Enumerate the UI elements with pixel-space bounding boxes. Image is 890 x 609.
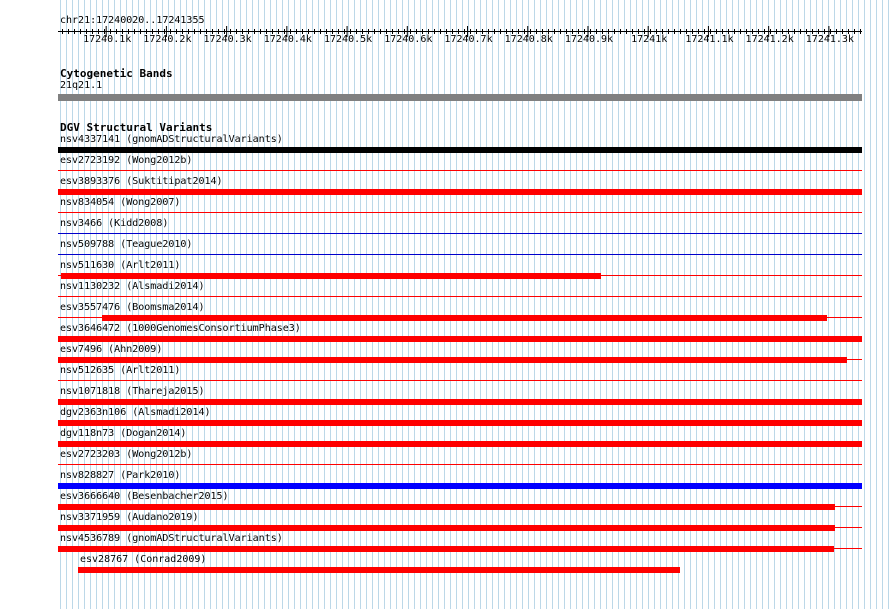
locus-label: chr21:17240020..17241355 [60, 15, 205, 26]
variant-label[interactable]: esv3646472 (1000GenomesConsortiumPhase3) [60, 323, 301, 334]
variant-label[interactable]: esv2723192 (Wong2012b) [60, 155, 193, 166]
variant-row-line [58, 212, 862, 213]
variant-bar[interactable] [61, 273, 601, 279]
ruler-tick-label: 17240.3k [203, 34, 252, 45]
variant-label[interactable]: dgv118n73 (Dogan2014) [60, 428, 187, 439]
variant-bar[interactable] [58, 189, 862, 195]
variant-label[interactable]: esv3666640 (Besenbacher2015) [60, 491, 229, 502]
variant-row-line [58, 380, 862, 381]
ruler-tick-label: 17240.4k [263, 34, 312, 45]
ruler-tick-label: 17240.7k [444, 34, 493, 45]
cytoband-track-title: Cytogenetic Bands [60, 67, 173, 80]
ruler-tick-label: 17241k [631, 34, 668, 45]
ruler-tick-label: 17240.5k [323, 34, 373, 45]
ruler-tick-label: 17240.6k [384, 34, 433, 45]
variant-row-line [58, 170, 862, 171]
variant-label[interactable]: esv3557476 (Boomsma2014) [60, 302, 205, 313]
variant-bar[interactable] [58, 357, 847, 363]
variant-bar[interactable] [58, 483, 862, 489]
variant-row-line [58, 254, 862, 255]
variant-bar[interactable] [58, 525, 835, 531]
ruler-tick-label: 17241.3k [805, 34, 854, 45]
ruler-tick-label: 17240.8k [504, 34, 553, 45]
variant-bar[interactable] [58, 399, 862, 405]
variant-label[interactable]: nsv1130232 (Alsmadi2014) [60, 281, 205, 292]
variant-bar[interactable] [78, 567, 680, 573]
variant-label[interactable]: nsv512635 (Arlt2011) [60, 365, 181, 376]
variant-bar[interactable] [58, 336, 862, 342]
dgv-track-title: DGV Structural Variants [60, 121, 213, 134]
variant-label[interactable]: nsv4536789 (gnomADStructuralVariants) [60, 533, 283, 544]
variant-label[interactable]: nsv509788 (Teague2010) [60, 239, 193, 250]
cytoband-label[interactable]: 21q21.1 [60, 80, 103, 91]
variant-bar[interactable] [58, 147, 862, 153]
ruler-tick-label: 17240.1k [83, 34, 132, 45]
ruler-tick-label: 17241.2k [745, 34, 794, 45]
variant-label[interactable]: nsv834054 (Wong2007) [60, 197, 181, 208]
variant-label[interactable]: nsv1071818 (Thareja2015) [60, 386, 205, 397]
variant-label[interactable]: nsv511630 (Arlt2011) [60, 260, 181, 271]
variant-label[interactable]: dgv2363n106 (Alsmadi2014) [60, 407, 211, 418]
variant-label[interactable]: nsv3371959 (Audano2019) [60, 512, 199, 523]
variant-label[interactable]: nsv828827 (Park2010) [60, 470, 181, 481]
variant-bar[interactable] [58, 504, 835, 510]
variant-bar[interactable] [102, 315, 827, 321]
variant-label[interactable]: esv2723203 (Wong2012b) [60, 449, 193, 460]
variant-label[interactable]: esv28767 (Conrad2009) [80, 554, 207, 565]
variant-row-line [58, 233, 862, 234]
ruler-tick-label: 17241.1k [685, 34, 734, 45]
variant-bar[interactable] [58, 420, 862, 426]
variant-row-line [58, 296, 862, 297]
variant-label[interactable]: esv7496 (Ahn2009) [60, 344, 163, 355]
variant-label[interactable]: nsv3466 (Kidd2008) [60, 218, 169, 229]
ruler-tick-label: 17240.9k [564, 34, 614, 45]
variant-bar[interactable] [58, 546, 834, 552]
variant-bar[interactable] [58, 441, 862, 447]
variant-label[interactable]: esv3893376 (Suktitipat2014) [60, 176, 223, 187]
cytoband-bar[interactable] [58, 94, 862, 101]
variant-row-line [58, 464, 862, 465]
variant-label[interactable]: nsv4337141 (gnomADStructuralVariants) [60, 134, 283, 145]
ruler-tick-label: 17240.2k [143, 34, 192, 45]
